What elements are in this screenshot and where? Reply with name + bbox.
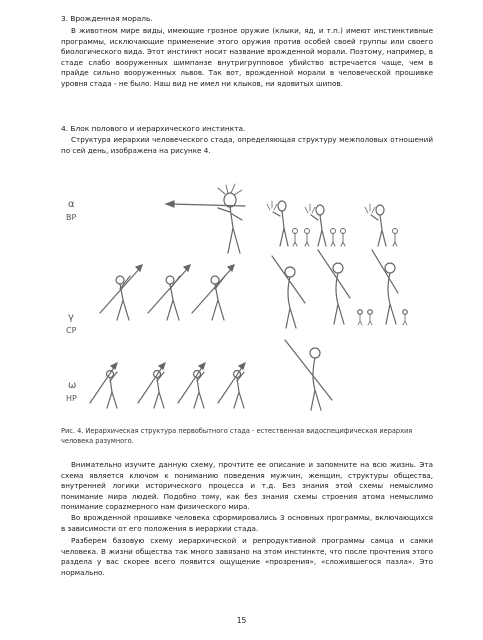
rank-omega-symbol: ω xyxy=(68,380,77,391)
middle-rank-males-group xyxy=(100,265,234,320)
rank-gamma-code: СР xyxy=(66,326,77,335)
rank-alpha-symbol: α xyxy=(68,199,75,210)
section-4-intro: Структура иерархии человеческого стада, определяющая структуру межполовых отношений по сей день, изображена на рисунке 4. xyxy=(61,135,433,155)
middle-rank-females-group xyxy=(272,250,407,328)
low-rank-males-group xyxy=(90,363,245,408)
alpha-male-figure xyxy=(166,184,245,253)
low-rank-female-figure xyxy=(285,340,332,410)
rank-alpha-code: ВР xyxy=(66,213,77,222)
section-3-paragraph: В животном мире виды, имеющие грозное оружие (клыки, яд, и т.п.) имеют инстинктивные программы, исключающие применение этого оружия против особей своей группы или своего биологического вида. Этот инстинкт носит название врожденной морали. Поэтому, например, в стаде слабо вооруженных шимпанзе внутригрупповое убийство встречается чаще, чем в прайде сильно вооруженных львов. Так вот, врожденной морали в человеческой прошивке уровня стада - не было. Наш вид не имел ни клыков, ни ядовитых шипов. xyxy=(61,26,433,88)
body-paragraph-1: Внимательно изучите данную схему, прочтите ее описание и запомните на всю жизнь. Эта схема является ключом к пониманию поведения мужчин, женщин, структуры общества, внутренней логики исторического процесса и т.д. Без знания этой схемы немыслимо понимание мира людей. Подобно тому, как без знания схемы строения атома немыслимо понимание сорazмерного нам физического мира. xyxy=(61,460,433,512)
section-4-heading: 4. Блок полового и иерархического инстинкта. xyxy=(61,124,246,133)
section-3-heading: 3. Врожденная мораль. xyxy=(61,14,153,23)
page-number: 15 xyxy=(236,616,247,625)
rank-gamma-symbol: γ xyxy=(68,312,74,323)
hierarchy-illustration xyxy=(60,168,440,423)
body-paragraph-2: Во врожденной прошивке человека сформировались 3 основных программы, включающихся в зависимости от его положения в иерархии стада. xyxy=(61,513,433,533)
rank-omega-code: НР xyxy=(66,394,77,403)
alpha-females-group xyxy=(267,201,386,246)
body-paragraph-3: Разберем базовую схему иерархической и репродуктивной программы самца и самки человека. В жизни общества так много завязано на этом инстинкте, что после прочтения этого раздела у вас скорее всего появится ощущение «прозрения», «сложившегося пазла». Это нормально. xyxy=(61,536,433,577)
figure-caption: Рис. 4. Иерархическая структура первобытного стада - естественная видоспецифическая иерархия человека разумного. xyxy=(61,427,413,445)
